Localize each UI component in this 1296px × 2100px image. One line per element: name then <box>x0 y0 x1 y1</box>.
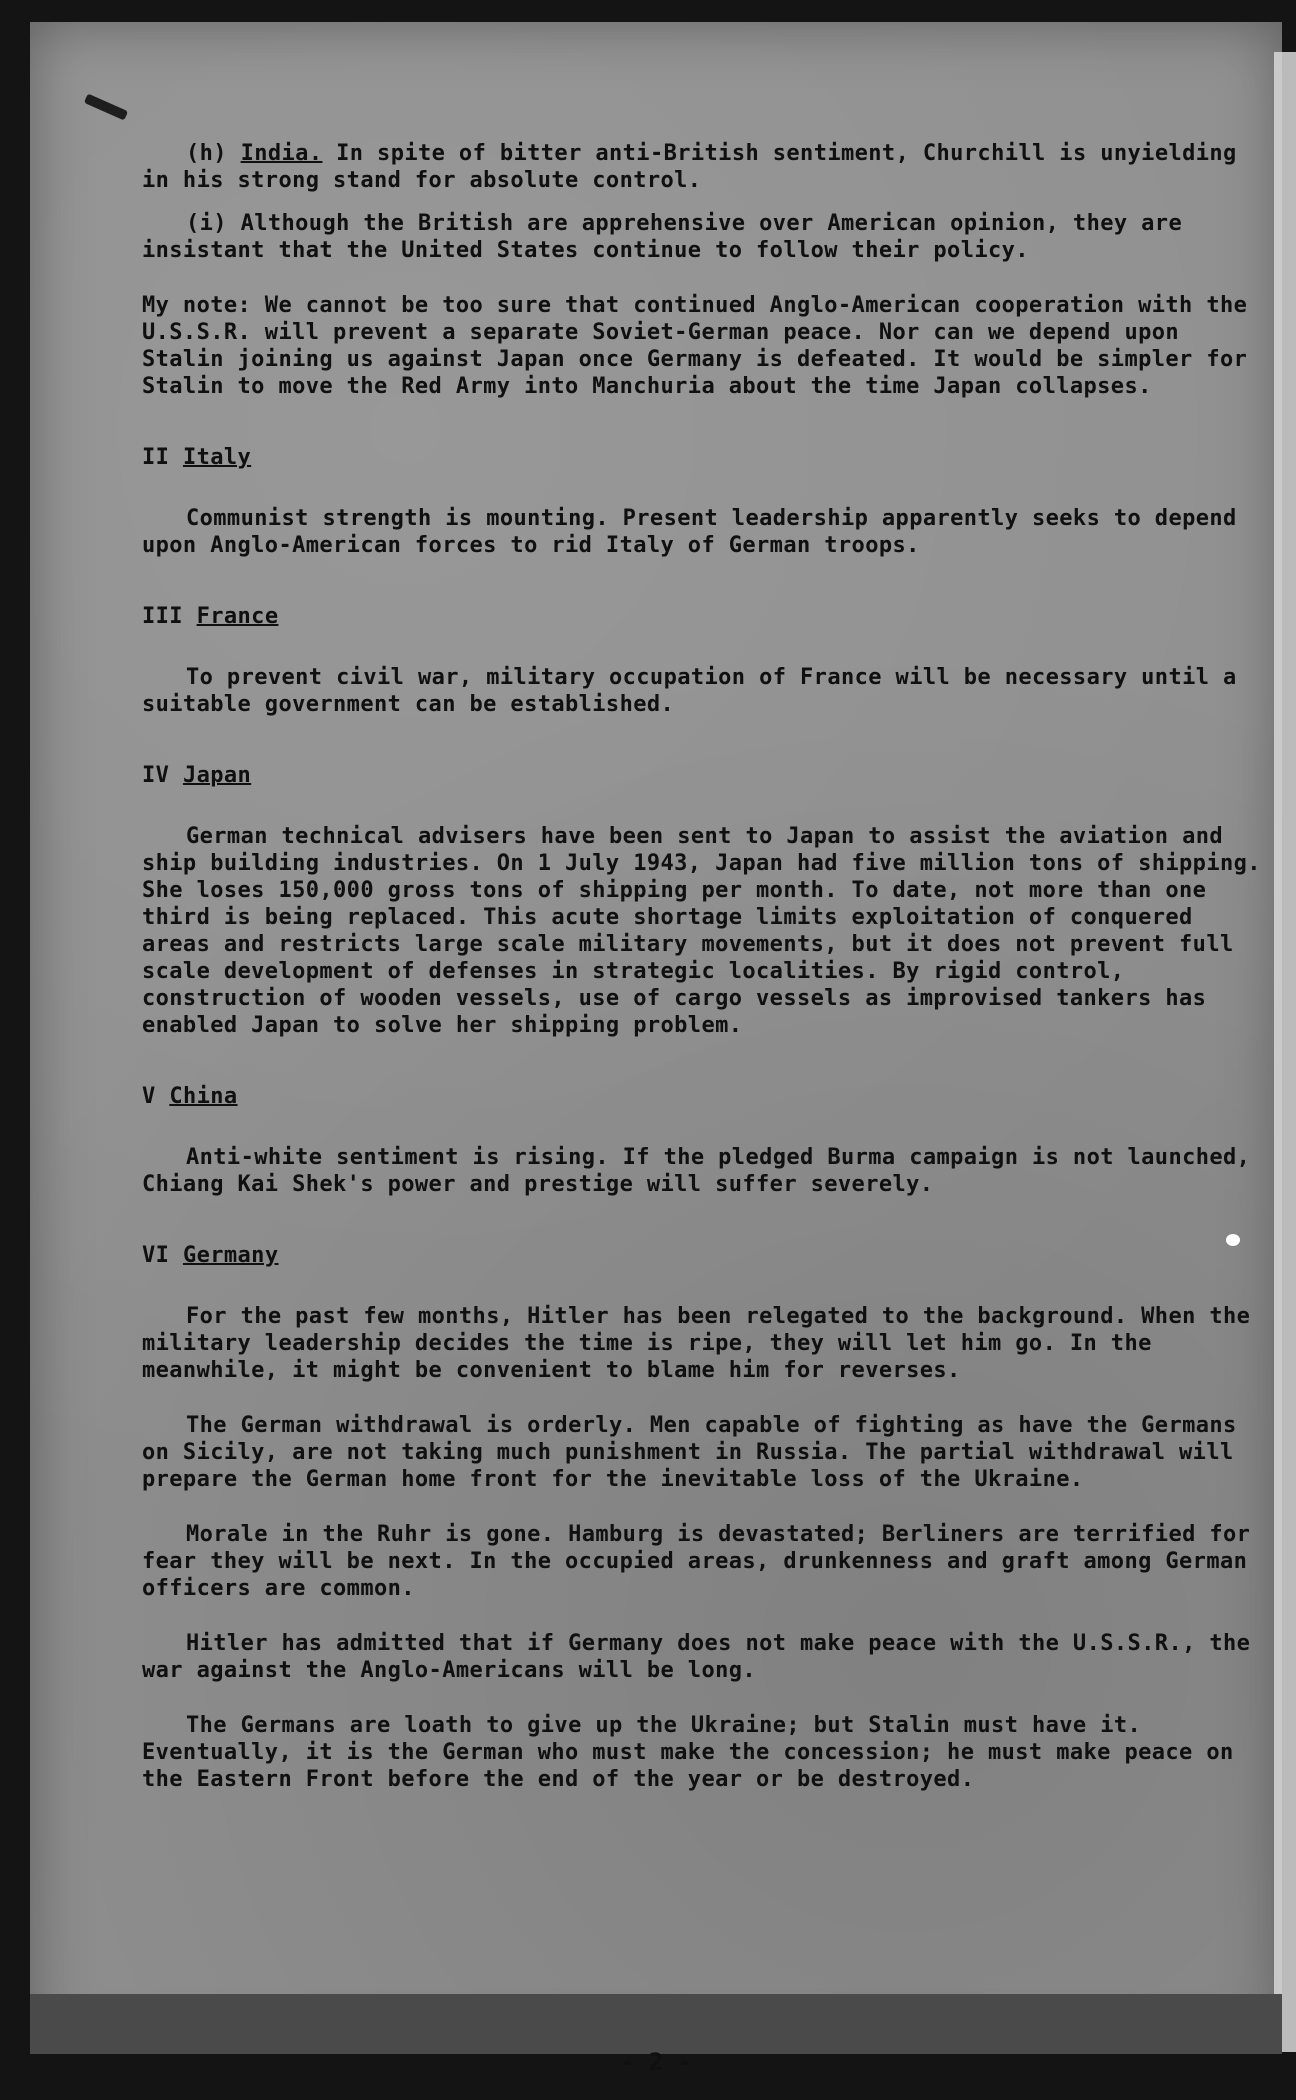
paragraph-my-note: My note: We cannot be too sure that continued Anglo-American cooperation with the U.S.S.R. will prevent a separate Soviet-German peace. Nor can we depend upon Stalin joining us against Japan once Germany is defeated. It would be simpler for Stalin to move the Red Army into Manchuria about the time Japan collapses. <box>142 293 1248 399</box>
section-number: VI <box>142 1243 170 1268</box>
paragraph-germany-2: The German withdrawal is orderly. Men capable of fighting as have the Germans on Sicily, are not taking much punishment in Russia. The partial withdrawal will prepare the German home front for the inevitable loss of the Ukraine. <box>142 1413 1237 1492</box>
paragraph-china: Anti-white sentiment is rising. If the pledged Burma campaign is not launched, Chiang Kai Shek's power and prestige will suffer severely. <box>142 1145 1251 1197</box>
paragraph-text: In spite of bitter anti-British sentiment, Churchill is unyielding in his strong stand for absolute control. <box>142 141 1237 193</box>
document-page <box>30 22 1282 2076</box>
paragraph-france: To prevent civil war, military occupation of France will be necessary until a suitable government can be established. <box>142 665 1237 717</box>
scan-bottom-band <box>30 1994 1282 2054</box>
paragraph-germany-5: The Germans are loath to give up the Ukraine; but Stalin must have it. Eventually, it is the German who must make the concession; he must make peace on the Eastern Front before the end of the year or be destroyed. <box>142 1713 1234 1792</box>
paragraph-germany-1: For the past few months, Hitler has been relegated to the background. When the military leadership decides the time is ripe, they will let him go. In the meanwhile, it might be convenient to blame him for reverses. <box>142 1304 1251 1383</box>
section-number: IV <box>142 763 170 788</box>
section-heading-germany <box>142 1242 1262 1269</box>
section-title: Japan <box>182 763 252 788</box>
section-number: II <box>142 445 170 470</box>
paragraph-italy: Communist strength is mounting. Present leadership apparently seeks to depend upon Anglo-American forces to rid Italy of German troops. <box>142 506 1237 558</box>
section-heading-japan <box>142 762 1262 789</box>
paragraph-india <box>142 140 1262 194</box>
section-heading-italy <box>142 444 1262 471</box>
paragraph-japan: German technical advisers have been sent to Japan to assist the aviation and ship building industries. On 1 July 1943, Japan had five million tons of shipping. She loses 150,000 gross tons of shipping per month. To date, not more than one third is being replaced. This acute shortage limits exploitation of conquered areas and restricts large scale military movements, but it does not prevent full scale development of defenses in strategic localities. By rigid control, construction of wooden vessels, use of cargo vessels as improvised tankers has enabled Japan to solve her shipping problem. <box>142 824 1261 1038</box>
page-number: - 2 - <box>619 2048 693 2076</box>
document-body <box>142 140 1262 1793</box>
section-title: Italy <box>182 445 252 470</box>
paragraph-british-policy: (i) Although the British are apprehensive over American opinion, they are insistant that the United States continue to follow their policy. <box>142 211 1183 263</box>
india-heading: India. <box>240 141 323 166</box>
paragraph-germany-3: Morale in the Ruhr is gone. Hamburg is devastated; Berliners are terrified for fear they will be next. In the occupied areas, drunkenness and graft among German officers are common. <box>142 1522 1251 1601</box>
paragraph-label: (h) <box>186 141 227 166</box>
paragraph-germany-4: Hitler has admitted that if Germany does not make peace with the U.S.S.R., the war against the Anglo-Americans will be long. <box>142 1631 1251 1683</box>
section-heading-france <box>142 603 1262 630</box>
scan-mark <box>84 93 128 120</box>
section-number: III <box>142 604 183 629</box>
section-number: V <box>142 1084 156 1109</box>
section-title: China <box>169 1084 238 1109</box>
section-heading-china <box>142 1083 1262 1110</box>
section-title: France <box>196 604 279 629</box>
page-edge <box>1274 52 1296 2052</box>
section-title: Germany <box>182 1243 279 1268</box>
